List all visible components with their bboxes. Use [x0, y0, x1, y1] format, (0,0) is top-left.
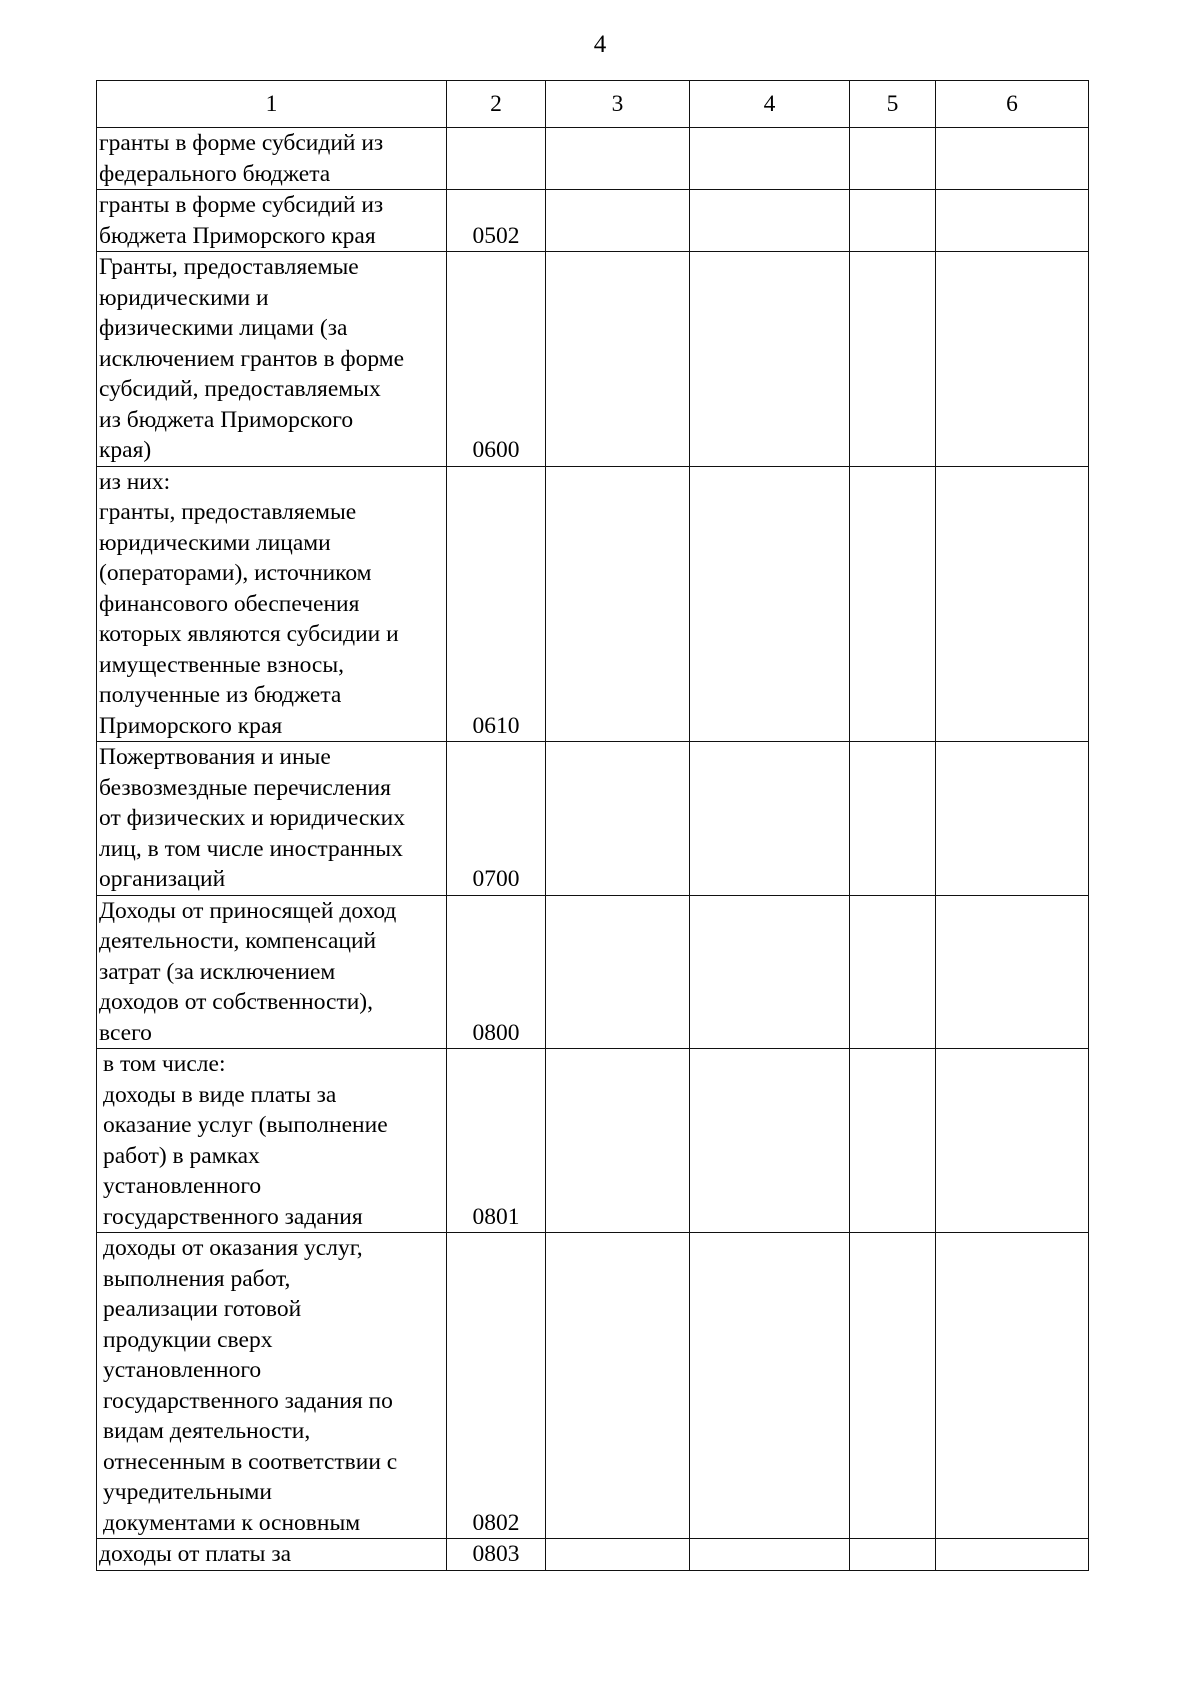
- value-cell: [690, 895, 850, 1049]
- row-code: 0802: [447, 1233, 546, 1539]
- value-cell: [936, 466, 1089, 742]
- value-cell: [936, 252, 1089, 467]
- value-cell: [546, 895, 690, 1049]
- value-cell: [690, 128, 850, 190]
- value-cell: [546, 742, 690, 896]
- value-cell: [690, 1049, 850, 1233]
- value-cell: [690, 190, 850, 252]
- row-name: в том числе: доходы в виде платы за оказание услуг (выполнение работ) в рамках установленного государственного задания: [97, 1049, 447, 1233]
- row-code: 0700: [447, 742, 546, 896]
- row-code: 0600: [447, 252, 546, 467]
- table-row: [97, 466, 1089, 742]
- row-name: доходы от платы за: [97, 1539, 447, 1571]
- table-row: [97, 742, 1089, 896]
- value-cell: [546, 128, 690, 190]
- value-cell: [690, 466, 850, 742]
- row-code: 0803: [447, 1539, 546, 1571]
- table-row: [97, 190, 1089, 252]
- value-cell: [936, 190, 1089, 252]
- row-name: Гранты, предоставляемые юридическими и физическими лицами (за исключением грантов в форме субсидий, предоставляемых из бюджета Приморского края): [97, 252, 447, 467]
- value-cell: [850, 466, 936, 742]
- page-number: 4: [593, 31, 607, 58]
- row-name: из них: гранты, предоставляемые юридическими лицами (операторами), источником финансового обеспечения которых являются субсидии и имущественные взносы, полученные из бюджета Приморского края: [97, 466, 447, 742]
- table-row: [97, 1233, 1089, 1539]
- value-cell: [936, 895, 1089, 1049]
- value-cell: [546, 252, 690, 467]
- value-cell: [850, 742, 936, 896]
- row-name: доходы от оказания услуг, выполнения работ, реализации готовой продукции сверх установленного государственного задания по видам деятельности, отнесенным в соответствии с учредительными документами к основным: [97, 1233, 447, 1539]
- value-cell: [850, 252, 936, 467]
- value-cell: [690, 742, 850, 896]
- column-header: 2: [447, 81, 546, 128]
- value-cell: [850, 1539, 936, 1571]
- row-code: 0502: [447, 190, 546, 252]
- value-cell: [850, 190, 936, 252]
- table-header-row: [97, 81, 1089, 128]
- column-header: 1: [97, 81, 447, 128]
- column-header: 3: [546, 81, 690, 128]
- value-cell: [546, 1049, 690, 1233]
- value-cell: [690, 1539, 850, 1571]
- value-cell: [690, 1233, 850, 1539]
- value-cell: [690, 252, 850, 467]
- table-row: [97, 252, 1089, 467]
- row-name: Пожертвования и иные безвозмездные перечисления от физических и юридических лиц, в том числе иностранных организаций: [97, 742, 447, 896]
- row-code: 0800: [447, 895, 546, 1049]
- value-cell: [936, 1233, 1089, 1539]
- table-row: [97, 1539, 1089, 1571]
- row-code: 0801: [447, 1049, 546, 1233]
- column-header: 6: [936, 81, 1089, 128]
- table-row: [97, 128, 1089, 190]
- value-cell: [850, 128, 936, 190]
- value-cell: [546, 190, 690, 252]
- report-table: [96, 80, 1089, 1571]
- value-cell: [850, 895, 936, 1049]
- value-cell: [546, 466, 690, 742]
- value-cell: [546, 1233, 690, 1539]
- value-cell: [936, 128, 1089, 190]
- value-cell: [546, 1539, 690, 1571]
- row-name: гранты в форме субсидий из федерального бюджета: [97, 128, 447, 190]
- row-name: Доходы от приносящей доход деятельности, компенсаций затрат (за исключением доходов от собственности), всего: [97, 895, 447, 1049]
- value-cell: [850, 1049, 936, 1233]
- value-cell: [936, 1539, 1089, 1571]
- value-cell: [850, 1233, 936, 1539]
- row-code: 0610: [447, 466, 546, 742]
- row-name: гранты в форме субсидий из бюджета Приморского края: [97, 190, 447, 252]
- value-cell: [936, 1049, 1089, 1233]
- value-cell: [936, 742, 1089, 896]
- table-row: [97, 895, 1089, 1049]
- row-code: [447, 128, 546, 190]
- table-row: [97, 1049, 1089, 1233]
- column-header: 5: [850, 81, 936, 128]
- column-header: 4: [690, 81, 850, 128]
